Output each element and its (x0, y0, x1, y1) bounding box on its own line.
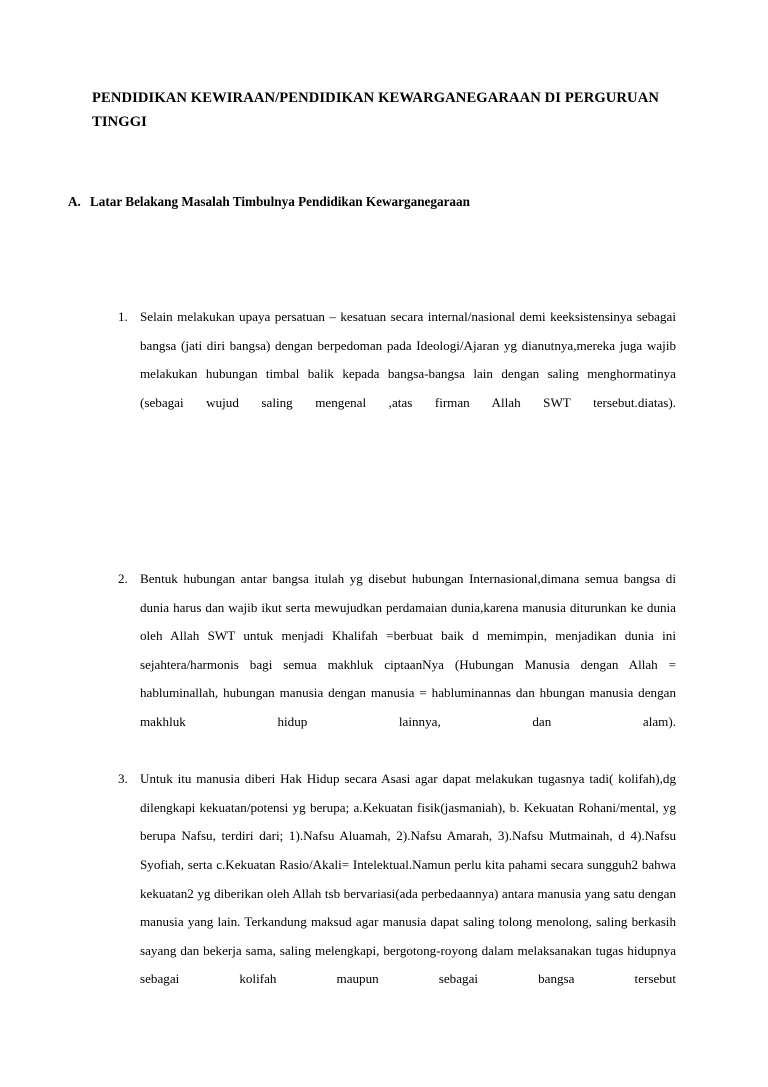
numbered-list (118, 303, 676, 1022)
list-item-marker: 2. (118, 570, 128, 586)
list-item-text: Bentuk hubungan antar bangsa itulah yg disebut hubungan Internasional,dimana semua bangsa di dunia harus dan wajib ikut serta mewujudkan perdamaian dunia,karena manusia diturunkan ke dunia oleh Allah SWT untuk menjadi Khalifah =berbuat baik d memimpin, menjadikan dunia ini sejahtera/harmonis bagi semua makhluk ciptaanNya (Hubungan Manusia dengan Allah = habluminallah, hubungan manusia dengan manusia = habluminannas dan hbungan manusia dengan makhluk hidup lainnya, dan alam). (140, 570, 676, 729)
list-item (118, 565, 676, 765)
section-heading (68, 192, 678, 212)
section-heading-text: Latar Belakang Masalah Timbulnya Pendidikan Kewarganegaraan (90, 194, 470, 209)
list-item-marker: 1. (118, 309, 128, 324)
list-item-marker: 3. (118, 771, 128, 787)
list-item-text: Untuk itu manusia diberi Hak Hidup secara Asasi agar dapat melakukan tugasnya tadi( kolifah),dg dilengkapi kekuatan/potensi yg berupa; a.Kekuatan fisik(jasmaniah), b. Kekuatan Rohani/mental, yg berupa Nafsu, terdiri dari; 1).Nafsu Aluamah, 2).Nafsu Amarah, 3).Nafsu Mutmainah, d 4).Nafsu Syofiah, serta c.Kekuatan Rasio/Akali= Intelektual.Namun perlu kita pahami secara sungguh2 bahwa kekuatan2 yg diberikan oleh Allah tsb bervariasi(ada perbedaannya) antara manusia yang satu dengan manusia yang lain. Terkandung maksud agar manusia dapat saling tolong menolong, saling berkasih sayang dan bekerja sama, saling melengkapi, bergotong-royong dalam melaksanakan tugas hidupnya sebagai kolifah maupun sebagai bangsa tersebut (140, 771, 676, 987)
section-letter: A. (68, 194, 81, 209)
list-item (118, 303, 676, 446)
list-item-text: Selain melakukan upaya persatuan – kesatuan secara internal/nasional demi keeksistensinya sebagai bangsa (jati diri bangsa) dengan berpedoman pada Ideologi/Ajaran yg dianutnya,mereka juga wajib melakukan hubungan timbal balik kepada bangsa-bangsa lain dengan saling menghormatinya (sebagai wujud saling mengenal ,atas firman Allah SWT tersebut.diatas). (140, 309, 676, 410)
list-item (118, 765, 676, 1022)
document-title: PENDIDIKAN KEWIRAAN/PENDIDIKAN KEWARGANEGARAAN DI PERGURUAN TINGGI (92, 90, 659, 130)
paragraph-spacer (118, 446, 676, 565)
